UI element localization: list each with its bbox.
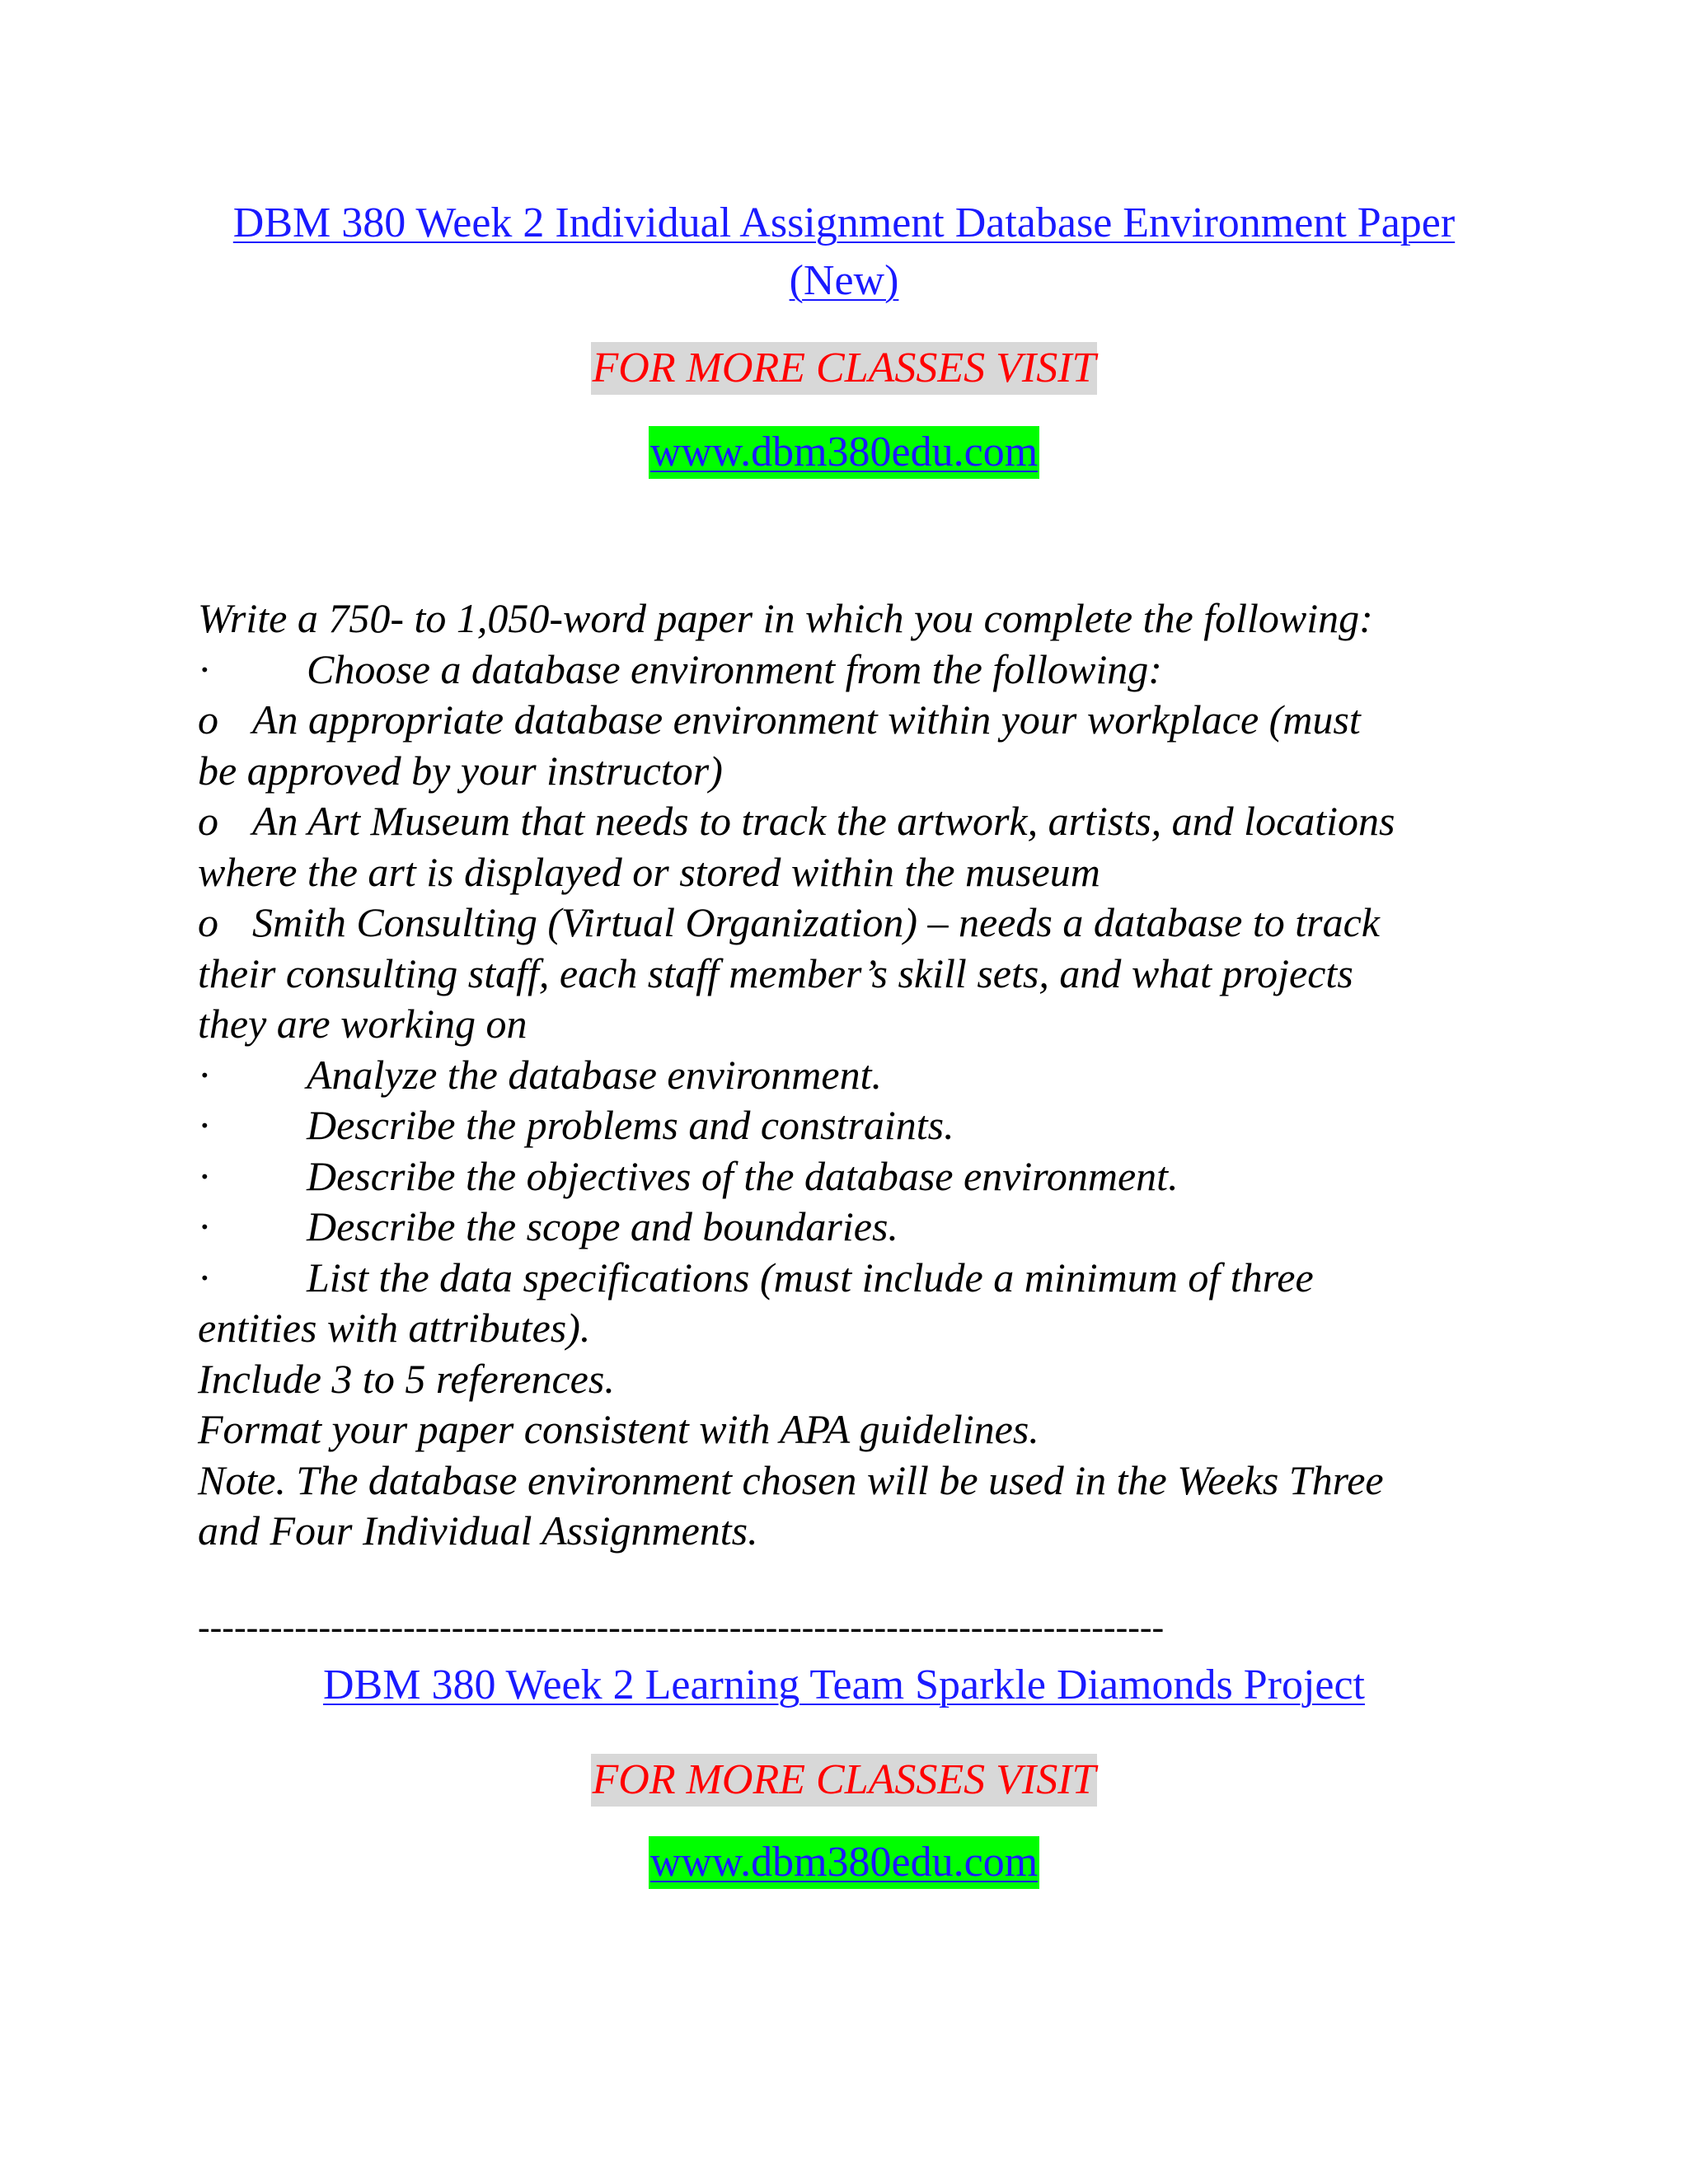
website-link-row-1 — [0, 426, 1688, 479]
sub-list-item-text: Smith Consulting (Virtual Organization) – needs a database to track — [252, 899, 1380, 945]
list-item — [198, 1050, 1500, 1101]
bullet-marker: · — [198, 1102, 212, 1148]
sub-list-item — [198, 695, 1500, 746]
sub-bullet-marker: o — [198, 696, 218, 743]
format-text: Format your paper consistent with APA guidelines. — [198, 1406, 1039, 1452]
sub-list-item-continuation: they are working on — [198, 1001, 528, 1047]
project-title-link[interactable] — [198, 1657, 1490, 1714]
bullet-marker: · — [198, 1051, 212, 1098]
list-item — [198, 644, 1500, 696]
visit-label: FOR MORE CLASSES VISIT — [591, 1754, 1098, 1807]
sub-list-item-continuation: their consulting staff, each staff member’s skill sets, and what projects — [198, 949, 1353, 996]
list-item-text: Analyze the database environment. — [307, 1051, 882, 1098]
note-text: Note. The database environment chosen will be used in the Weeks Three — [198, 1456, 1384, 1503]
visit-banner-1 — [0, 342, 1688, 395]
website-link-row-2 — [0, 1836, 1688, 1889]
list-item-text: Describe the problems and constraints. — [307, 1102, 954, 1148]
list-item — [198, 1100, 1500, 1151]
website-link[interactable]: www.dbm380edu.com — [649, 1836, 1039, 1889]
sub-list-item-continuation: be approved by your instructor) — [198, 747, 723, 794]
note-text-continuation: and Four Individual Assignments. — [198, 1507, 758, 1554]
visit-label: FOR MORE CLASSES VISIT — [591, 342, 1098, 395]
list-item-text: Describe the scope and boundaries. — [307, 1203, 898, 1249]
bullet-marker: · — [198, 1203, 212, 1249]
list-item — [198, 1151, 1500, 1202]
assignment-description — [198, 593, 1500, 1557]
list-item — [198, 1253, 1500, 1304]
sub-list-item-continuation: where the art is displayed or stored within the museum — [198, 848, 1100, 895]
sub-list-item — [198, 796, 1500, 847]
sub-list-item-text: An appropriate database environment within your workplace (must — [252, 696, 1361, 743]
bullet-marker: · — [198, 1152, 212, 1199]
sub-bullet-marker: o — [198, 798, 218, 844]
assignment-title-line-1[interactable]: DBM 380 Week 2 Individual Assignment Database Environment Paper — [232, 199, 1456, 246]
references-text: Include 3 to 5 references. — [198, 1355, 615, 1402]
list-item — [198, 1202, 1500, 1253]
project-title-line-1[interactable]: DBM 380 Week 2 Learning Team Sparkle Diamonds Project — [323, 1661, 1365, 1708]
assignment-title-link[interactable] — [198, 194, 1490, 310]
bullet-marker: · — [198, 645, 212, 692]
list-item-text: Describe the objectives of the database environment. — [307, 1152, 1179, 1199]
sub-list-item — [198, 898, 1500, 949]
intro-text: Write a 750- to 1,050-word paper in which you complete the following: — [198, 595, 1373, 641]
bullet-marker: · — [198, 1254, 212, 1301]
list-item-continuation: entities with attributes). — [198, 1305, 591, 1351]
visit-banner-2 — [0, 1754, 1688, 1807]
list-item-text: Choose a database environment from the following: — [307, 645, 1162, 692]
list-item-text: List the data specifications (must include a minimum of three — [307, 1254, 1314, 1301]
website-link[interactable]: www.dbm380edu.com — [649, 426, 1039, 479]
sub-bullet-marker: o — [198, 899, 218, 945]
dashed-separator: -------------------------------------------------------------------------------- — [198, 1607, 1165, 1647]
sub-list-item-text: An Art Museum that needs to track the artwork, artists, and locations — [252, 798, 1395, 844]
assignment-title-line-2[interactable]: (New) — [789, 257, 899, 304]
